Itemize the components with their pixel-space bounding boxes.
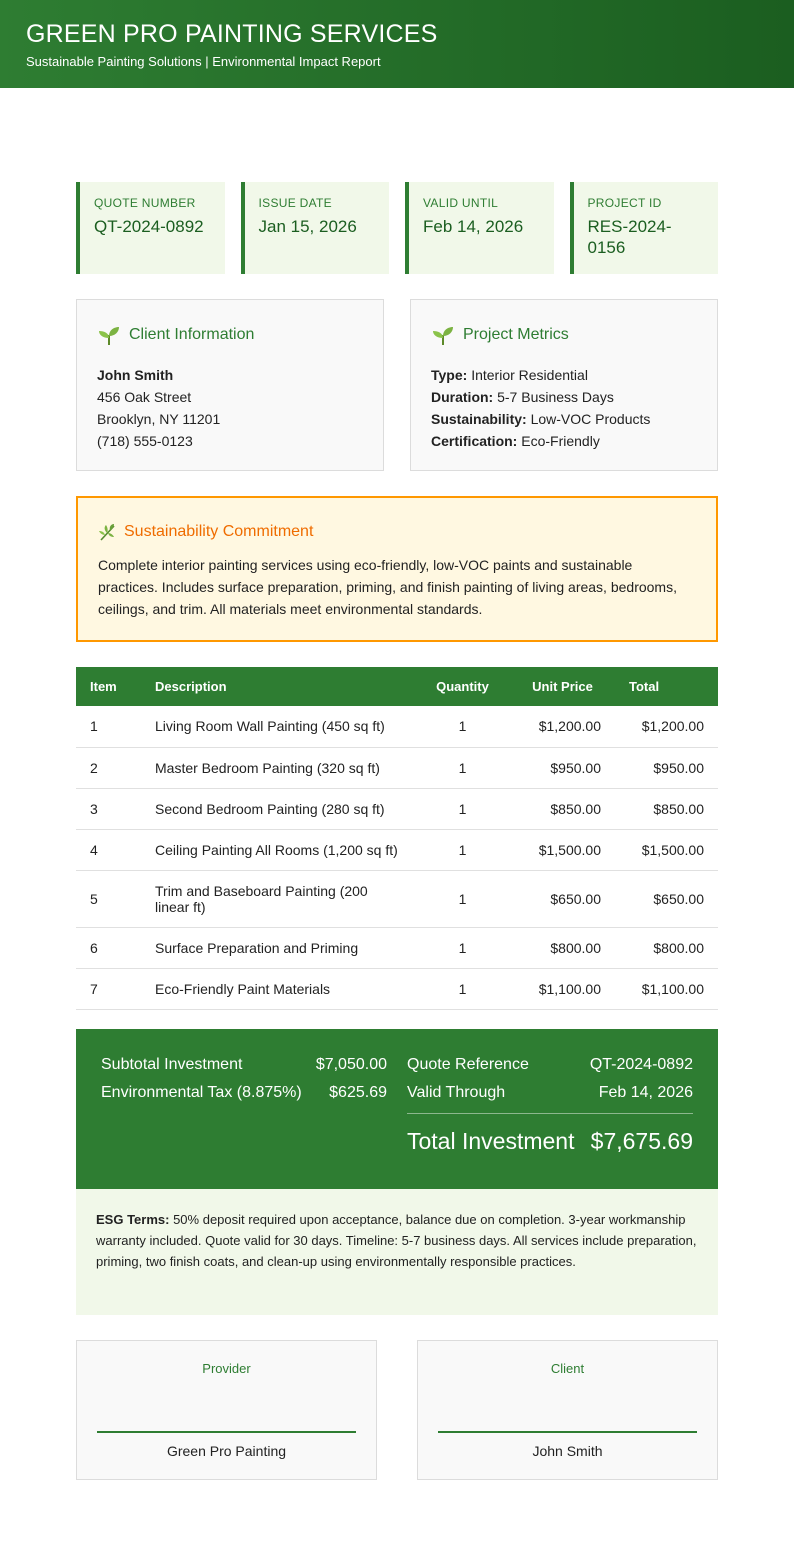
table-row bbox=[76, 927, 718, 968]
table-header-row bbox=[76, 667, 718, 706]
cell-quantity: 1 bbox=[415, 968, 510, 1009]
client-info-title: Client Information bbox=[129, 326, 255, 343]
sustainability-commitment bbox=[76, 496, 718, 642]
header-total: Total bbox=[615, 667, 718, 706]
cell-quantity: 1 bbox=[415, 870, 510, 927]
meta-label: ISSUE DATE bbox=[258, 196, 332, 210]
client-city: Brooklyn, NY 11201 bbox=[97, 411, 221, 427]
cell-quantity: 1 bbox=[415, 927, 510, 968]
client-phone: (718) 555-0123 bbox=[97, 433, 193, 449]
client-info-card bbox=[76, 299, 384, 471]
issue-date-box bbox=[241, 182, 390, 274]
cell-description: Living Room Wall Painting (450 sq ft) bbox=[141, 706, 415, 747]
cell-item: 6 bbox=[76, 927, 141, 968]
totals-divider bbox=[407, 1113, 693, 1114]
valid-through-row bbox=[407, 1079, 693, 1107]
cell-description: Ceiling Painting All Rooms (1,200 sq ft) bbox=[141, 829, 415, 870]
sprout-icon bbox=[431, 324, 455, 346]
quote-meta-row bbox=[76, 182, 718, 274]
cell-total: $1,100.00 bbox=[615, 968, 718, 1009]
project-metrics-title: Project Metrics bbox=[463, 326, 569, 343]
meta-value: RES-2024-0156 bbox=[587, 217, 672, 257]
client-role: Client bbox=[550, 1361, 585, 1376]
cell-unit-price: $1,500.00 bbox=[510, 829, 615, 870]
tax-label: Environmental Tax (8.875%) bbox=[101, 1084, 302, 1101]
cell-item: 7 bbox=[76, 968, 141, 1009]
metric-duration: Duration: 5-7 Business Days bbox=[431, 389, 614, 405]
project-metrics-heading bbox=[431, 324, 697, 346]
totals-panel bbox=[76, 1029, 718, 1189]
cell-total: $650.00 bbox=[615, 870, 718, 927]
cell-item: 3 bbox=[76, 788, 141, 829]
terms-text: 50% deposit required upon acceptance, balance due on completion. 3-year workmanship warranty included. Quote valid for 30 days. Timeline: 5-7 business days. All services include preparation, priming, two finish coats, and clean-up using environmentally responsible practices. bbox=[96, 1212, 697, 1269]
header-item: Item bbox=[76, 667, 141, 706]
cell-unit-price: $850.00 bbox=[510, 788, 615, 829]
cell-item: 1 bbox=[76, 706, 141, 747]
cell-unit-price: $1,200.00 bbox=[510, 706, 615, 747]
cell-quantity: 1 bbox=[415, 747, 510, 788]
totals-right-column bbox=[407, 1051, 693, 1156]
metric-sustainability: Sustainability: Low-VOC Products bbox=[431, 411, 651, 427]
cell-unit-price: $650.00 bbox=[510, 870, 615, 927]
commitment-text: Complete interior painting services using eco-friendly, low-VOC paints and sustainable practices. Includes surface preparation, priming, and finish painting of living areas, bedrooms, ceilings, and trim. All materials meet environmental standards. bbox=[98, 557, 677, 617]
herb-icon bbox=[98, 522, 118, 542]
cell-quantity: 1 bbox=[415, 788, 510, 829]
valid-through-value: Feb 14, 2026 bbox=[598, 1084, 693, 1101]
company-subtitle: Sustainable Painting Solutions | Environmental Impact Report bbox=[26, 54, 381, 69]
sprout-icon bbox=[97, 324, 121, 346]
cell-description: Eco-Friendly Paint Materials bbox=[141, 968, 415, 1009]
metric-type: Type: Interior Residential bbox=[431, 367, 588, 383]
client-street: 456 Oak Street bbox=[97, 389, 192, 405]
commitment-title: Sustainability Commitment bbox=[124, 523, 314, 540]
provider-signature-line[interactable] bbox=[97, 1431, 356, 1433]
cell-total: $950.00 bbox=[615, 747, 718, 788]
header-quantity: Quantity bbox=[415, 667, 510, 706]
cell-total: $1,500.00 bbox=[615, 829, 718, 870]
project-id-box bbox=[570, 182, 719, 274]
valid-through-label: Valid Through bbox=[407, 1084, 506, 1101]
company-title: GREEN PRO PAINTING SERVICES bbox=[26, 20, 438, 48]
meta-label: QUOTE NUMBER bbox=[94, 196, 196, 210]
meta-value: QT-2024-0892 bbox=[94, 217, 204, 236]
cell-item: 5 bbox=[76, 870, 141, 927]
page-header bbox=[0, 0, 794, 88]
meta-label: PROJECT ID bbox=[587, 196, 662, 210]
table-row bbox=[76, 706, 718, 747]
client-name: John Smith bbox=[97, 367, 174, 383]
table-row bbox=[76, 788, 718, 829]
quote-reference-value: QT-2024-0892 bbox=[589, 1056, 693, 1073]
subtotal-row bbox=[101, 1051, 387, 1079]
quote-number-box bbox=[76, 182, 225, 274]
quote-reference-row bbox=[407, 1051, 693, 1079]
cell-unit-price: $800.00 bbox=[510, 927, 615, 968]
client-info-heading bbox=[97, 324, 363, 346]
grand-total-value: $7,675.69 bbox=[590, 1128, 693, 1154]
header-unit-price: Unit Price bbox=[510, 667, 615, 706]
esg-terms bbox=[76, 1189, 718, 1315]
cell-total: $850.00 bbox=[615, 788, 718, 829]
project-metrics-card bbox=[410, 299, 718, 471]
tax-row bbox=[101, 1079, 387, 1107]
client-signature-box bbox=[417, 1340, 718, 1480]
cell-total: $800.00 bbox=[615, 927, 718, 968]
line-items-table bbox=[76, 667, 718, 1010]
grand-total-label: Total Investment bbox=[407, 1128, 575, 1154]
table-row bbox=[76, 747, 718, 788]
cell-description: Master Bedroom Painting (320 sq ft) bbox=[141, 747, 415, 788]
table-row bbox=[76, 829, 718, 870]
cell-total: $1,200.00 bbox=[615, 706, 718, 747]
grand-total-row bbox=[407, 1126, 693, 1156]
provider-role: Provider bbox=[202, 1361, 251, 1376]
client-signature-line[interactable] bbox=[438, 1431, 697, 1433]
provider-signature-box bbox=[76, 1340, 377, 1480]
table-row bbox=[76, 870, 718, 927]
header-description: Description bbox=[141, 667, 415, 706]
metric-certification: Certification: Eco-Friendly bbox=[431, 433, 600, 449]
provider-name: Green Pro Painting bbox=[166, 1443, 287, 1459]
cell-description: Surface Preparation and Priming bbox=[141, 927, 415, 968]
commitment-heading bbox=[98, 522, 696, 542]
terms-label: ESG Terms: bbox=[96, 1212, 170, 1227]
totals-left-column bbox=[101, 1051, 387, 1107]
cell-unit-price: $950.00 bbox=[510, 747, 615, 788]
quote-reference-label: Quote Reference bbox=[407, 1056, 529, 1073]
cell-unit-price: $1,100.00 bbox=[510, 968, 615, 1009]
client-signature-name: John Smith bbox=[532, 1443, 603, 1459]
cell-quantity: 1 bbox=[415, 706, 510, 747]
cell-item: 4 bbox=[76, 829, 141, 870]
tax-value: $625.69 bbox=[329, 1084, 387, 1101]
subtotal-label: Subtotal Investment bbox=[101, 1056, 243, 1073]
subtotal-value: $7,050.00 bbox=[315, 1056, 387, 1073]
meta-label: VALID UNTIL bbox=[423, 196, 499, 210]
cell-description: Trim and Baseboard Painting (200 linear ft) bbox=[141, 870, 415, 927]
cell-item: 2 bbox=[76, 747, 141, 788]
cell-quantity: 1 bbox=[415, 829, 510, 870]
table-row bbox=[76, 968, 718, 1009]
cell-description: Second Bedroom Painting (280 sq ft) bbox=[141, 788, 415, 829]
meta-value: Feb 14, 2026 bbox=[423, 217, 524, 236]
valid-until-box bbox=[405, 182, 554, 274]
meta-value: Jan 15, 2026 bbox=[258, 217, 357, 236]
